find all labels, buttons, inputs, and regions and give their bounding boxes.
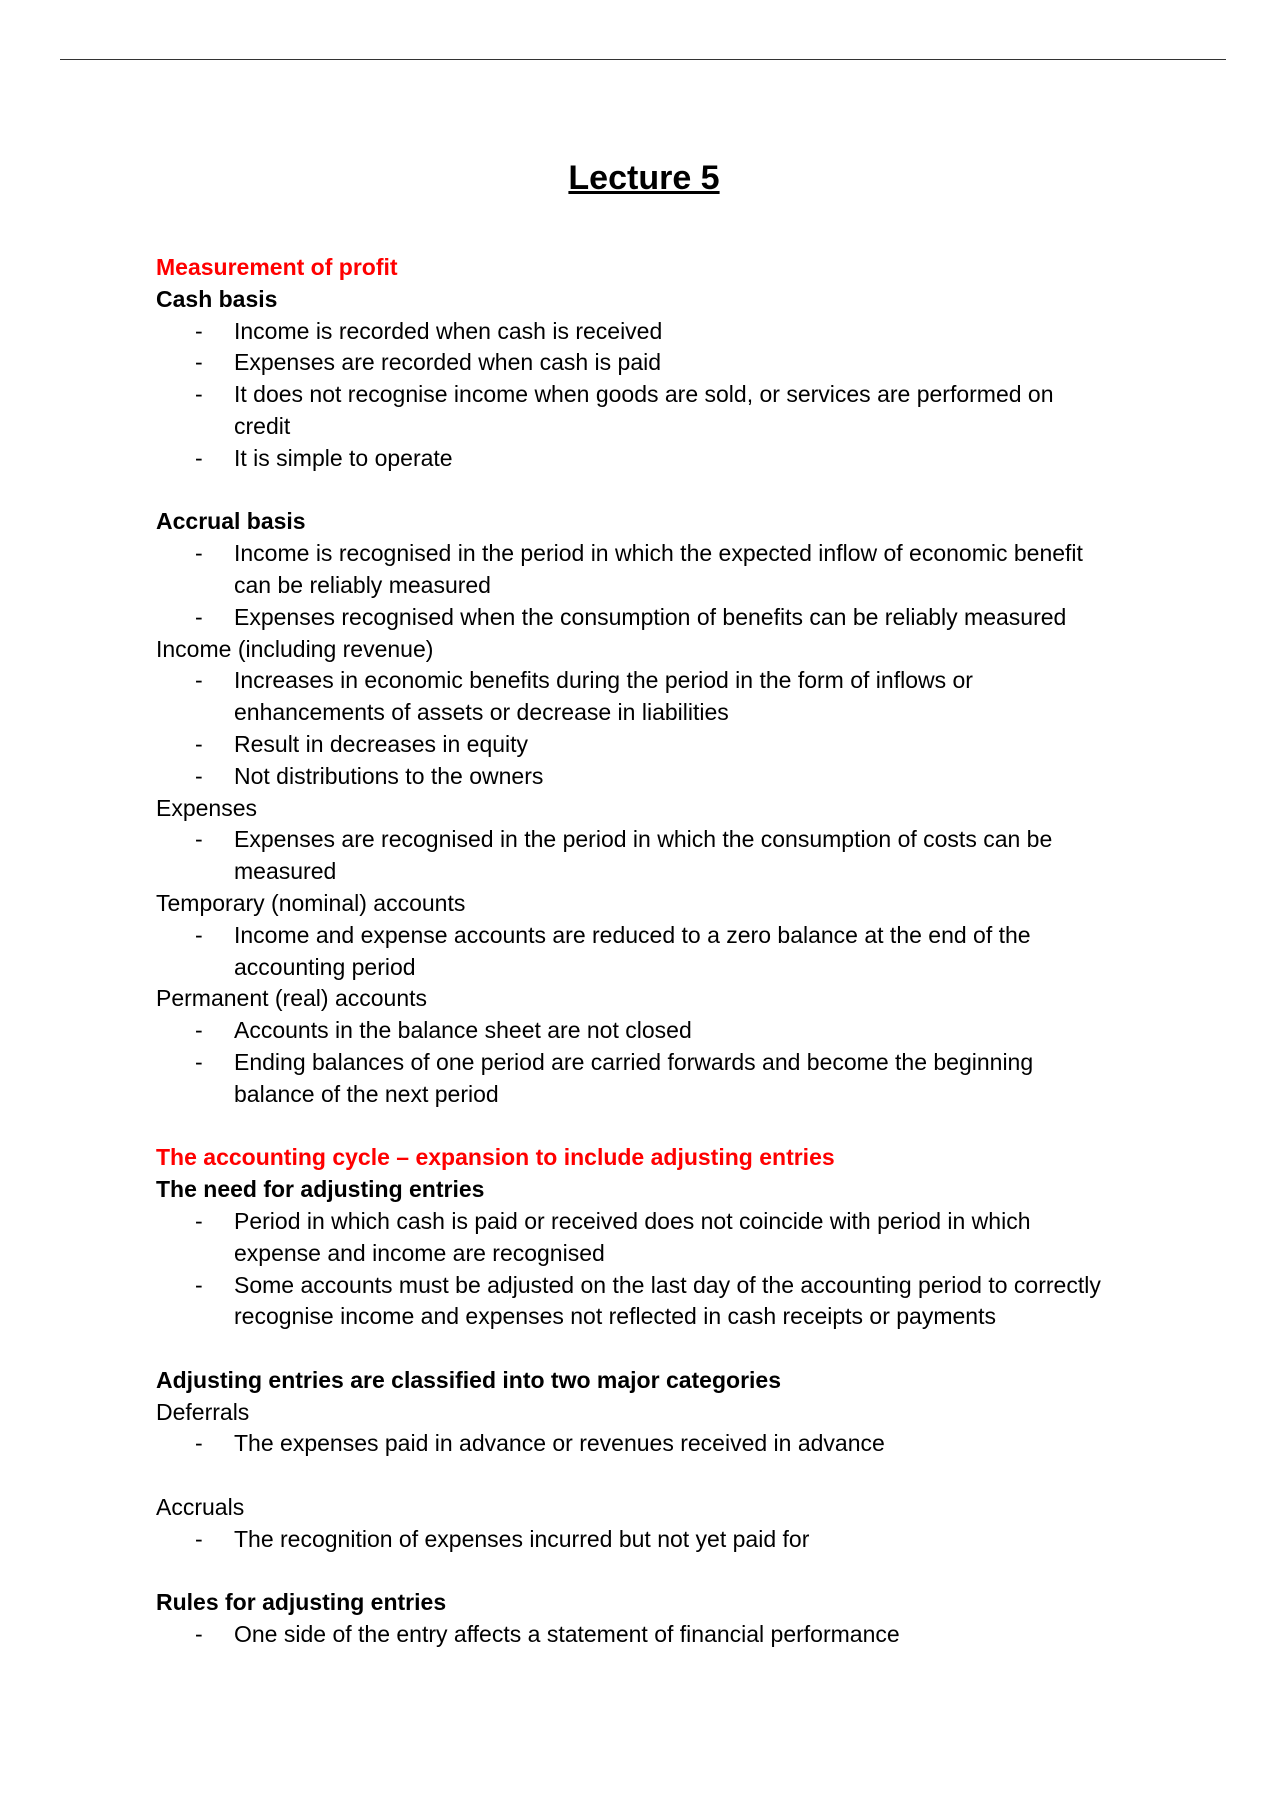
- bullet-text: can be reliably measured: [234, 571, 491, 598]
- bullet-dash: -: [195, 1017, 203, 1044]
- topic-heading: Expenses: [156, 794, 258, 821]
- bullet-text: Income is recognised in the period in which the expected inflow of economic benefit: [234, 540, 1083, 567]
- bullet-item: [156, 538, 1156, 570]
- bullet-dash: -: [195, 1430, 203, 1457]
- bullet-text: recognise income and expenses not reflected in cash receipts or payments: [234, 1303, 996, 1330]
- bullet-dash: -: [195, 381, 203, 408]
- bullet-item-continuation: [156, 952, 1156, 984]
- section-heading: Measurement of profit: [156, 254, 398, 280]
- bullet-text: One side of the entry affects a statement of financial performance: [234, 1621, 900, 1648]
- bullet-text: Accounts in the balance sheet are not closed: [234, 1017, 692, 1044]
- bullet-dash: -: [195, 1207, 203, 1234]
- subsection-heading: The need for adjusting entries: [156, 1176, 485, 1203]
- paragraph-spacer: [156, 1460, 1156, 1492]
- paragraph-spacer: [156, 1556, 1156, 1588]
- bullet-item: [156, 824, 1156, 856]
- bullet-text: It does not recognise income when goods are sold, or services are performed on: [234, 381, 1054, 408]
- topic-heading: Temporary (nominal) accounts: [156, 889, 466, 916]
- bullet-item-continuation: [156, 1301, 1156, 1333]
- bullet-text: Result in decreases in equity: [234, 730, 529, 757]
- bullet-text: Expenses recognised when the consumption of benefits can be reliably measured: [234, 603, 1067, 630]
- bullet-text: Some accounts must be adjusted on the last day of the accounting period to correctly: [234, 1271, 1101, 1298]
- bullet-item-continuation: [156, 856, 1156, 888]
- bullet-text: Not distributions to the owners: [234, 762, 544, 789]
- bullet-item: [156, 1206, 1156, 1238]
- bullet-dash: -: [195, 1048, 203, 1075]
- paragraph-spacer: [156, 1333, 1156, 1365]
- bullet-item-continuation: [156, 1238, 1156, 1270]
- bullet-dash: -: [195, 349, 203, 376]
- bullet-dash: -: [195, 921, 203, 948]
- bullet-item: [156, 379, 1156, 411]
- bullet-text: Ending balances of one period are carried forwards and become the beginning: [234, 1048, 1034, 1075]
- bullet-item: [156, 1619, 1156, 1651]
- bullet-dash: -: [195, 762, 203, 789]
- page-title: Lecture 5: [568, 159, 720, 197]
- header-rule: [60, 59, 1226, 60]
- bullet-item: [156, 347, 1156, 379]
- subsection-heading: Rules for adjusting entries: [156, 1589, 447, 1616]
- bullet-dash: -: [195, 1525, 203, 1552]
- bullet-text: Expenses are recognised in the period in which the consumption of costs can be: [234, 826, 1053, 853]
- paragraph-spacer: [156, 1111, 1156, 1143]
- bullet-item: [156, 1524, 1156, 1556]
- topic-heading: Accruals: [156, 1494, 245, 1521]
- bullet-item: [156, 761, 1156, 793]
- bullet-text: Income and expense accounts are reduced to a zero balance at the end of the: [234, 921, 1031, 948]
- bullet-text: Period in which cash is paid or received does not coincide with period in which: [234, 1207, 1031, 1234]
- bullet-item: [156, 1270, 1156, 1302]
- document-body: [156, 252, 1156, 1651]
- bullet-text: Expenses are recorded when cash is paid: [234, 349, 662, 376]
- subsection-heading: Cash basis: [156, 285, 278, 312]
- section-heading: The accounting cycle – expansion to include adjusting entries: [156, 1144, 835, 1171]
- bullet-item: [156, 665, 1156, 697]
- bullet-item: [156, 1428, 1156, 1460]
- bullet-text: Increases in economic benefits during the period in the form of inflows or: [234, 667, 973, 694]
- bullet-item: [156, 1047, 1156, 1079]
- bullet-text: balance of the next period: [234, 1080, 499, 1107]
- bullet-dash: -: [195, 540, 203, 567]
- bullet-item: [156, 443, 1156, 475]
- bullet-dash: -: [195, 317, 203, 344]
- bullet-text: Income is recorded when cash is received: [234, 317, 663, 344]
- bullet-text: accounting period: [234, 953, 416, 980]
- bullet-item-continuation: [156, 570, 1156, 602]
- bullet-item: [156, 316, 1156, 348]
- bullet-text: credit: [234, 412, 291, 439]
- bullet-text: expense and income are recognised: [234, 1239, 605, 1266]
- bullet-dash: -: [195, 1621, 203, 1648]
- bullet-item-continuation: [156, 411, 1156, 443]
- bullet-item-continuation: [156, 1079, 1156, 1111]
- bullet-text: measured: [234, 858, 337, 885]
- bullet-dash: -: [195, 1271, 203, 1298]
- bullet-text: enhancements of assets or decrease in liabilities: [234, 699, 729, 726]
- bullet-item: [156, 729, 1156, 761]
- subsection-heading: Accrual basis: [156, 508, 306, 535]
- bullet-item: [156, 602, 1156, 634]
- topic-heading: Income (including revenue): [156, 635, 434, 662]
- bullet-item-continuation: [156, 697, 1156, 729]
- bullet-dash: -: [195, 730, 203, 757]
- paragraph-spacer: [156, 475, 1156, 507]
- topic-heading: Deferrals: [156, 1398, 250, 1425]
- subsection-heading: Adjusting entries are classified into two major categories: [156, 1366, 781, 1393]
- topic-heading: Permanent (real) accounts: [156, 985, 428, 1012]
- bullet-text: The expenses paid in advance or revenues received in advance: [234, 1430, 885, 1457]
- bullet-item: [156, 1015, 1156, 1047]
- bullet-text: It is simple to operate: [234, 444, 453, 471]
- bullet-dash: -: [195, 667, 203, 694]
- bullet-dash: -: [195, 603, 203, 630]
- bullet-dash: -: [195, 444, 203, 471]
- bullet-item: [156, 920, 1156, 952]
- bullet-text: The recognition of expenses incurred but not yet paid for: [234, 1525, 810, 1552]
- bullet-dash: -: [195, 826, 203, 853]
